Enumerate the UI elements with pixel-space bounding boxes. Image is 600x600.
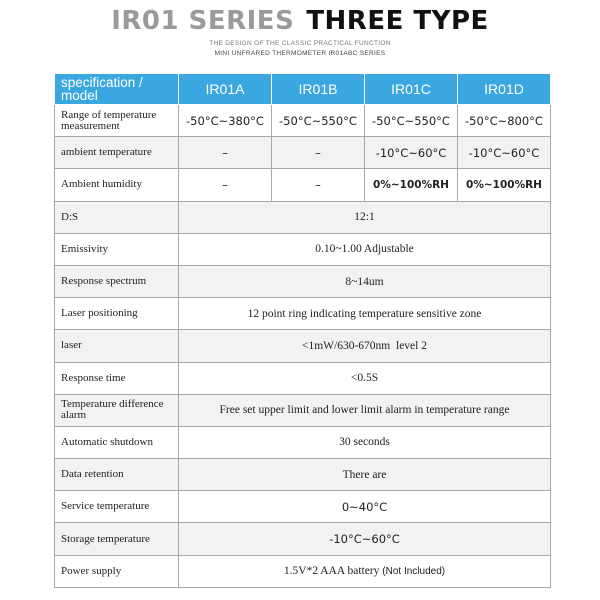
page-title xyxy=(0,6,600,36)
row-label: ambient temperature xyxy=(55,137,179,169)
table-row xyxy=(55,394,551,426)
row-label: Laser positioning xyxy=(55,298,179,330)
model-ir01c: IR01C xyxy=(365,74,458,105)
cell-value: -50°C~800°C xyxy=(458,105,551,137)
table-row xyxy=(55,201,551,233)
cell-value: -10°C~60°C xyxy=(365,137,458,169)
cell-value: 30 seconds xyxy=(179,426,551,458)
cell-value: <0.5S xyxy=(179,362,551,394)
cell-value: -10°C~60°C xyxy=(458,137,551,169)
row-label: D:S xyxy=(55,201,179,233)
power-supply-note: (Not Included) xyxy=(382,566,446,578)
model-ir01d: IR01D xyxy=(458,74,551,105)
table-row xyxy=(55,362,551,394)
row-label: Storage temperature xyxy=(55,523,179,555)
table-row xyxy=(55,298,551,330)
table-row xyxy=(55,233,551,265)
cell-value: -50°C~380°C xyxy=(179,105,272,137)
table-row xyxy=(55,137,551,169)
row-label: Power supply xyxy=(55,555,179,587)
spec-table xyxy=(54,73,551,588)
cell-value: -50°C~550°C xyxy=(365,105,458,137)
cell-value: 12 point ring indicating temperature sensitive zone xyxy=(179,298,551,330)
header-label: specification / model xyxy=(55,74,179,105)
title-series: IR01 SERIES xyxy=(111,6,295,36)
table-row xyxy=(55,265,551,297)
cell-value: 0~40°C xyxy=(179,491,551,523)
cell-value: -10°C~60°C xyxy=(179,523,551,555)
title-type: THREE TYPE xyxy=(306,6,489,36)
cell-value: There are xyxy=(179,459,551,491)
cell-value: -50°C~550°C xyxy=(272,105,365,137)
cell-value: <1mW/630-670nm level 2 xyxy=(179,330,551,362)
row-label: Ambient humidity xyxy=(55,169,179,201)
row-label: Range of temperature measurement xyxy=(55,105,179,137)
cell-value: 8~14um xyxy=(179,265,551,297)
cell-value: – xyxy=(272,137,365,169)
row-label: Service temperature xyxy=(55,491,179,523)
row-label: Automatic shutdown xyxy=(55,426,179,458)
row-label: laser xyxy=(55,330,179,362)
cell-value xyxy=(179,555,551,587)
row-label: Response time xyxy=(55,362,179,394)
model-ir01b: IR01B xyxy=(272,74,365,105)
header xyxy=(0,6,600,57)
row-label: Emissivity xyxy=(55,233,179,265)
subtitle-design: THE DESIGN OF THE CLASSIC PRACTICAL FUNCTION xyxy=(209,40,391,47)
table-row xyxy=(55,426,551,458)
table-row xyxy=(55,330,551,362)
cell-value: – xyxy=(179,169,272,201)
model-ir01a: IR01A xyxy=(179,74,272,105)
cell-value: 0%~100%RH xyxy=(458,169,551,201)
subtitle-series: MINI UNFRARED THERMOMETER IR01ABC SERIES xyxy=(214,50,386,57)
cell-value: 0%~100%RH xyxy=(365,169,458,201)
cell-value: – xyxy=(179,137,272,169)
row-label: Data retention xyxy=(55,459,179,491)
table-row xyxy=(55,105,551,137)
table-header-row xyxy=(55,74,551,105)
row-label: Temperature difference alarm xyxy=(55,394,179,426)
power-supply-value: 1.5V*2 AAA battery xyxy=(283,565,380,578)
cell-value: 12:1 xyxy=(179,201,551,233)
cell-value: – xyxy=(272,169,365,201)
table-row xyxy=(55,523,551,555)
cell-value: 0.10~1.00 Adjustable xyxy=(179,233,551,265)
cell-value: Free set upper limit and lower limit alarm in temperature range xyxy=(179,394,551,426)
table-row xyxy=(55,555,551,587)
table-row xyxy=(55,169,551,201)
table-row xyxy=(55,491,551,523)
row-label: Response spectrum xyxy=(55,265,179,297)
table-row xyxy=(55,459,551,491)
